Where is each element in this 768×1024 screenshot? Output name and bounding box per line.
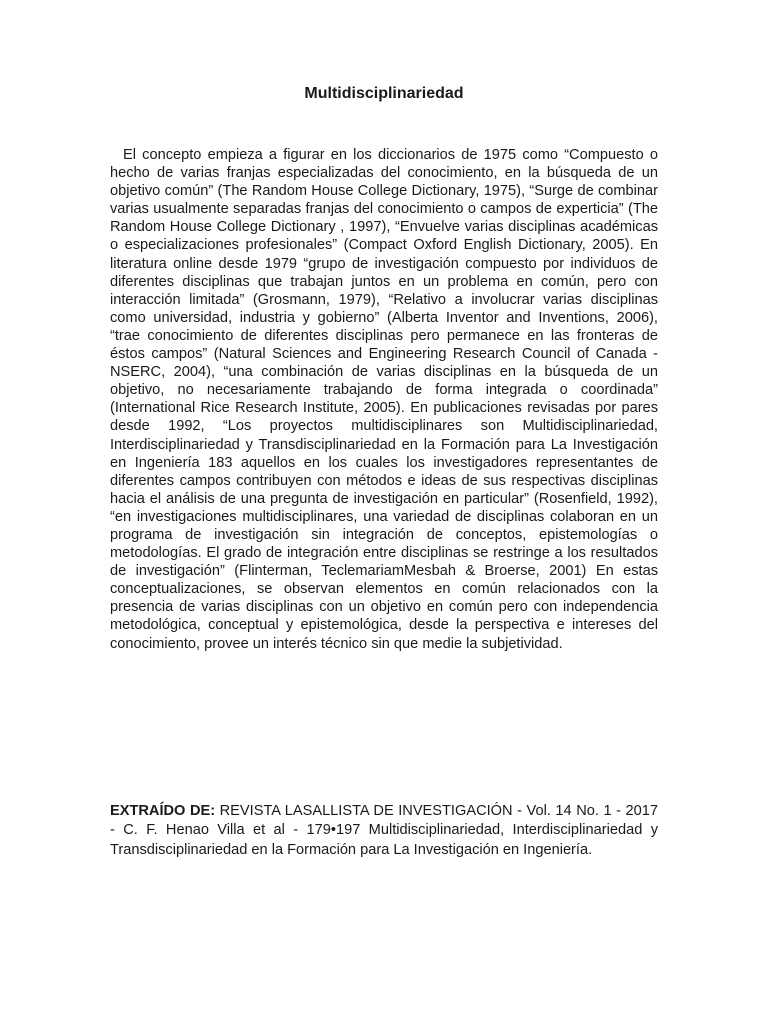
source-label: EXTRAÍDO DE:: [110, 803, 216, 819]
body-paragraph: El concepto empieza a figurar en los diccionarios de 1975 como “Compuesto o hecho de varias franjas especializadas del conocimiento, en la búsqueda de un objetivo común” (The Random House College Dictionary, 1975), “Surge de combinar varias usualmente separadas franjas del conocimiento o campos de experticia” (The Random House College Dictionary , 1997), “Envuelve varias disciplinas académicas o especializaciones profesionales” (Compact Oxford English Dictionary, 2005). En literatura online desde 1979 “grupo de investigación compuesto por individuos de diferentes disciplinas que trabajan juntos en un problema en común, pero con interacción limitada” (Grosmann, 1979), “Relativo a involucrar varias disciplinas como universidad, industria y gobierno” (Alberta Inventor and Inventions, 2006), “trae conocimiento de diferentes disciplinas pero permanece en las fronteras de éstos campos” (Natural Sciences and Engineering Research Council of Canada - NSERC, 2004), “una combinación de varias disciplinas en la búsqueda de un objetivo, no necesariamente trabajando de forma integrada o coordinada” (International Rice Research Institute, 2005). En publicaciones revisadas por pares desde 1992, “Los proyectos multidisciplinares son Multidisciplinariedad, Interdisciplinariedad y Transdisciplinariedad en la Formación para La Investigación en Ingeniería 183 aquellos en los cuales los investigadores representantes de diferentes campos contribuyen con métodos e ideas de sus respectivas disciplinas hacia el análisis de una pregunta de investigación en particular” (Rosenfield, 1992), “en investigaciones multidisciplinares, una variedad de disciplinas colaboran en un programa de investigación sin integración de conceptos, epistemologías o metodologías. El grado de integración entre disciplinas se restringe a los resultados de investigación” (Flinterman, TeclemariamMesbah & Broerse, 2001) En estas conceptualizaciones, se observan elementos en común relacionados con la presencia de varias disciplinas con un objetivo en común pero con independencia metodológica, conceptual y epistemológica, desde la perspectiva e intereses del conocimiento, provee un interés técnico sin que medie la subjetividad.: [110, 147, 658, 652]
page-title: Multidisciplinariedad: [304, 85, 464, 102]
source-citation: [110, 802, 658, 860]
source-text: REVISTA LASALLISTA DE INVESTIGACIÓN - Vol. 14 No. 1 - 2017 - C. F. Henao Villa et al - 179•197 Multidisciplinariedad, Interdisciplinariedad y Transdisciplinariedad en la Formación para La Investigación en Ingeniería.: [110, 803, 658, 858]
